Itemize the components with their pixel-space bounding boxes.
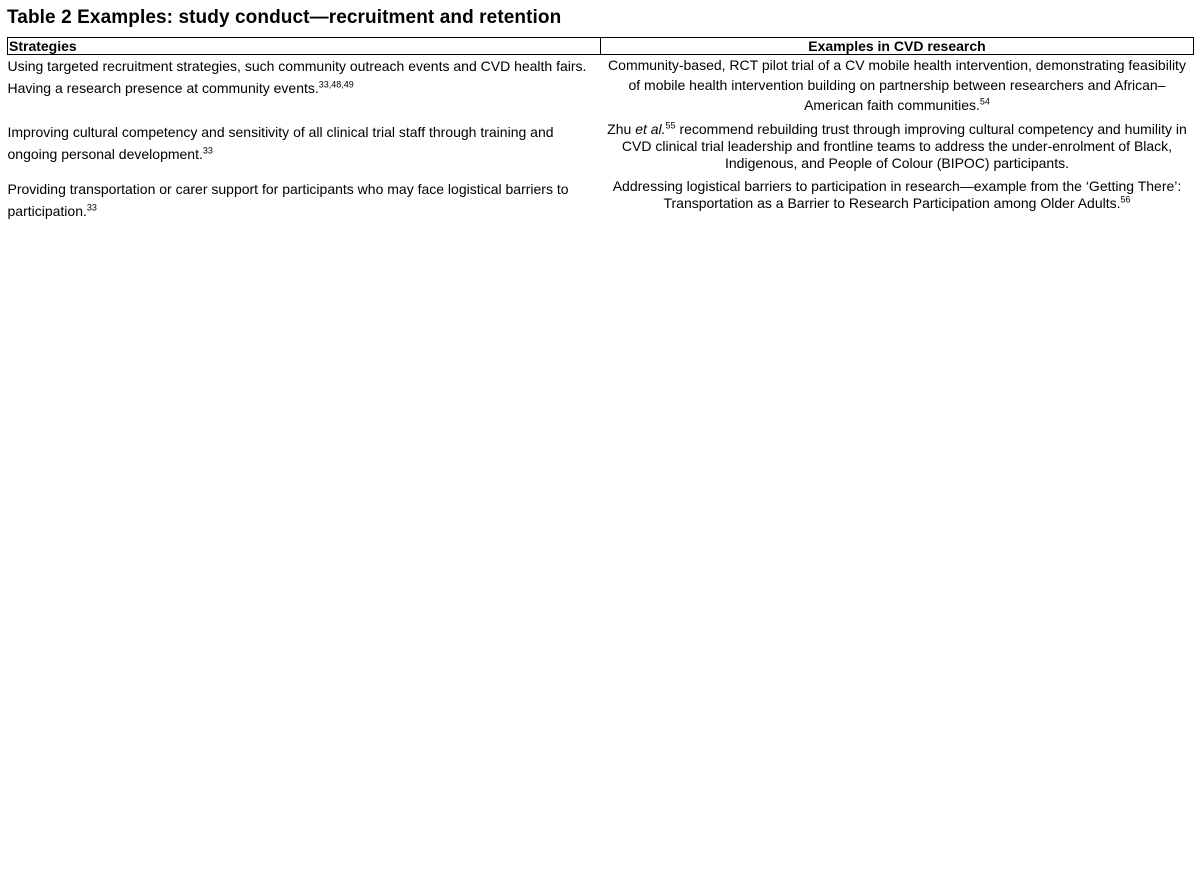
example-cell <box>601 178 1194 228</box>
table-header-row <box>8 38 1194 55</box>
example-author: Zhu <box>607 121 636 137</box>
strategy-text: Improving cultural competency and sensitivity of all clinical trial staff through training and ongoing personal development. <box>7 124 554 162</box>
table-title: Table 2 Examples: study conduct—recruitment and retention <box>7 7 562 28</box>
strategy-cell <box>8 55 601 122</box>
citation-refs: 54 <box>979 96 990 107</box>
table-row <box>8 121 1194 178</box>
citation-refs: 33,48,49 <box>318 79 354 90</box>
strategy-cell <box>8 121 601 178</box>
examples-table <box>7 37 1194 228</box>
table-row <box>8 178 1194 228</box>
citation-refs: 55 <box>665 120 676 131</box>
example-author-etal: et al. <box>635 121 666 137</box>
strategy-cell <box>8 178 601 228</box>
citation-refs: 56 <box>1120 194 1131 205</box>
example-text: Community-based, RCT pilot trial of a CV mobile health intervention, demonstrating feasibility of mobile health intervention building on partnership between researchers and African–American faith communities. <box>608 57 1186 113</box>
example-text: Addressing logistical barriers to participation in research—example from the ‘Getting There’: Transportation as a Barrier to Research Participation among Older Adults. <box>612 178 1182 211</box>
example-text: recommend rebuilding trust through improving cultural competency and humility in CVD clinical trial leadership and frontline teams to address the under-enrolment of Black, Indigenous, and People of Colour (BIPOC) participants. <box>621 121 1187 171</box>
citation-refs: 33 <box>86 202 97 213</box>
citation-refs: 33 <box>202 145 213 156</box>
strategy-text: Using targeted recruitment strategies, such community outreach events and CVD health fairs. Having a research presence at community events. <box>7 58 587 96</box>
table-row <box>8 55 1194 122</box>
document-page <box>7 6 1193 228</box>
strategy-text: Providing transportation or carer support for participants who may face logistical barriers to participation. <box>7 181 569 219</box>
example-cell <box>601 55 1194 122</box>
column-header-strategies: Strategies <box>8 38 601 55</box>
column-header-examples: Examples in CVD research <box>601 38 1194 55</box>
example-cell <box>601 121 1194 178</box>
